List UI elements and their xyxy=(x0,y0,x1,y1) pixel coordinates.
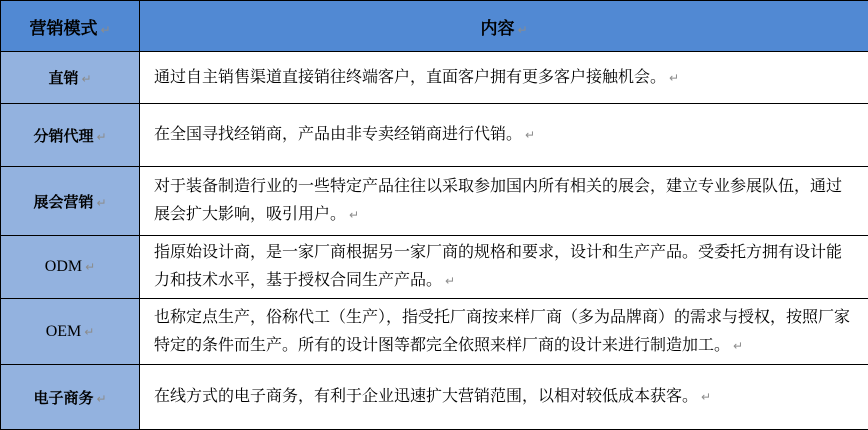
paragraph-mark-icon: ↵ xyxy=(733,339,743,353)
mode-content-text: 在全国寻找经销商，产品由非专卖经销商进行代销。 xyxy=(154,126,522,143)
paragraph-mark-icon: ↵ xyxy=(525,128,535,142)
paragraph-mark-icon: ↵ xyxy=(96,392,106,406)
table-row xyxy=(1,104,868,167)
paragraph-mark-icon: ↵ xyxy=(96,196,106,210)
mode-label: 展会营销 xyxy=(33,194,93,211)
table-row xyxy=(1,236,868,299)
table-header-row xyxy=(1,1,868,52)
mode-label: 电子商务 xyxy=(33,390,93,407)
mode-label: 分销代理 xyxy=(33,128,93,145)
mode-label-cell xyxy=(1,167,140,236)
paragraph-mark-icon: ↵ xyxy=(701,390,711,404)
mode-label-cell xyxy=(1,299,140,365)
table-row xyxy=(1,167,868,236)
mode-label-cell xyxy=(1,104,140,167)
header-mode-label: 营销模式 xyxy=(29,19,97,38)
table-row xyxy=(1,365,868,430)
paragraph-mark-icon: ↵ xyxy=(84,325,94,339)
mode-content-text: 对于装备制造行业的一些特定产品往往以采取参加国内所有相关的展会，建立专业参展队伍，通过展会扩大影响，吸引用户。 xyxy=(154,178,842,223)
table-row xyxy=(1,299,868,365)
header-content-label: 内容 xyxy=(480,19,514,38)
mode-content-cell xyxy=(140,299,868,365)
mode-content-cell xyxy=(140,167,868,236)
paragraph-mark-icon: ↵ xyxy=(85,260,95,274)
mode-content-text: 通过自主销售渠道直接销往终端客户，直面客户拥有更多客户接触机会。 xyxy=(154,69,666,86)
header-cell-content xyxy=(140,1,868,52)
mode-content-cell xyxy=(140,104,868,167)
paragraph-mark-icon: ↵ xyxy=(81,72,91,86)
mode-content-cell xyxy=(140,365,868,430)
mode-label-cell xyxy=(1,236,140,299)
mode-label: ODM xyxy=(45,258,82,275)
mode-label-cell xyxy=(1,365,140,430)
paragraph-mark-icon: ↵ xyxy=(669,71,679,85)
paragraph-mark-icon: ↵ xyxy=(445,274,455,288)
mode-content-cell xyxy=(140,236,868,299)
mode-content-cell xyxy=(140,52,868,104)
mode-content-text: 也称定点生产，俗称代工（生产），指受托厂商按来样厂商（多为品牌商）的需求与授权，按照厂家特定的条件而生产。所有的设计图等都完全依照来样厂商的设计来进行制造加工。 xyxy=(154,309,850,354)
table-row xyxy=(1,52,868,104)
paragraph-mark-icon: ↵ xyxy=(349,208,359,222)
mode-label: 直销 xyxy=(48,70,78,87)
paragraph-mark-icon: ↵ xyxy=(517,23,527,37)
paragraph-mark-icon: ↵ xyxy=(96,130,106,144)
paragraph-mark-icon: ↵ xyxy=(100,23,110,37)
mode-content-text: 指原始设计商，是一家厂商根据另一家厂商的规格和要求，设计和生产产品。受委托方拥有设计能力和技术水平，基于授权合同生产产品。 xyxy=(154,244,842,289)
mode-label: OEM xyxy=(46,323,82,340)
header-cell-mode xyxy=(1,1,140,52)
mode-content-text: 在线方式的电子商务，有利于企业迅速扩大营销范围，以相对较低成本获客。 xyxy=(154,388,698,405)
mode-label-cell xyxy=(1,52,140,104)
